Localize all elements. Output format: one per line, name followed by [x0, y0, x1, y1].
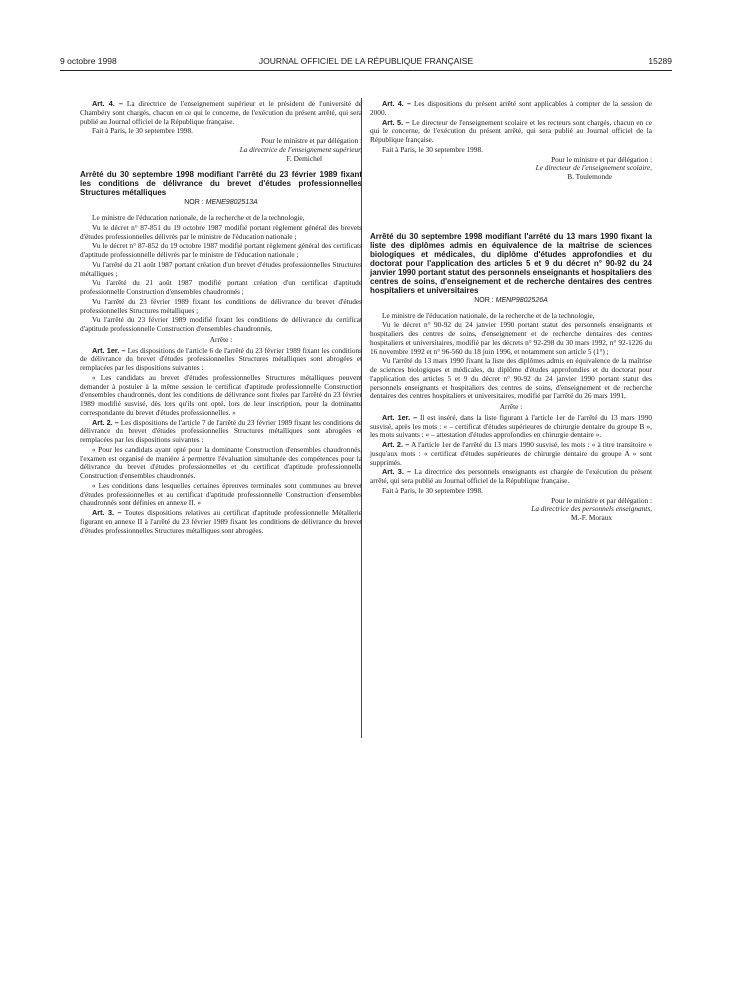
nor-code: MENP9802526A: [495, 296, 548, 304]
left-column: [80, 100, 362, 536]
signature-title-text: La directrice des personnels enseignants,: [531, 504, 652, 514]
article-paragraph: [370, 119, 652, 145]
article-label: Art. 4. –: [92, 99, 123, 108]
preamble-paragraph: Vu l'arrêté du 23 février 1989 fixant les conditions de délivrance du brevet d'études professionnelles Structures métalliques ;: [80, 296, 362, 315]
article-paragraph: [80, 419, 362, 445]
article-paragraph: [80, 347, 362, 373]
article-text: Les dispositions du présent arrêté sont applicables à compter de la session de 2000.: [370, 99, 652, 117]
signature-title-text: Le directeur de l'enseignement scolaire,: [535, 163, 652, 173]
article-paragraph: [370, 468, 652, 486]
signature-title-text: La directrice de l'enseignement supérieur,: [239, 144, 362, 154]
article-text: Les dispositions de l'article 6 de l'arrêté du 23 février 1989 fixant les conditions de délivrance du brevet d'études professionnelles Structures métalliques sont abrogées et remplacées par les dispositions suivantes :: [80, 345, 363, 372]
preamble-paragraph: Vu le décret n° 87-852 du 19 octobre 1987 modifié portant règlement général des certificats d'aptitude professionnelle délivrés par le ministre de l'éducation nationale ;: [80, 241, 362, 259]
article-text: La directrice de l'enseignement supérieur et le président de l'université de Chambéry sont chargés, chacun en ce qui le concerne, de l'exécution du présent arrêté, qui sera publié au Journal officiel de la République française.: [80, 99, 363, 126]
quoted-paragraph: « Les candidats au brevet d'études professionnelles Structures métalliques peuvent demander à postuler à la même session le certificat d'aptitude professionnelle Construction d'ensembles chaudronnés, dont les conditions de délivrance sont fixées par l'arrêté du 23 février 1989 modifié susvisé, dès lors qu'ils ont opté, lors de leur inscription, pour la dominante correspondante du brevet d'études professionnelles. »: [80, 372, 362, 417]
article-text: Il est inséré, dans la liste figurant à l'article 1er de l'arrêté du 13 mars 1990 susvisé, après les mots : « – certificat d'études supérieures de chirurgie dentaire du groupe B », les mots suivants : « – attestation d'études approfondies en chirurgie dentaire ».: [370, 412, 653, 440]
spacer: [80, 163, 362, 168]
signature-name: F. Demichel: [286, 153, 322, 163]
article-label: Art. 5. –: [382, 117, 410, 127]
article-paragraph: [80, 509, 362, 535]
nor-reference: [370, 297, 652, 306]
article-label: Art. 1er. –: [92, 345, 126, 355]
preamble-paragraph: Vu l'arrêté du 21 août 1987 portant création d'un brevet d'études professionnelles Structures métalliques ;: [80, 259, 362, 278]
preamble-paragraph: Vu le décret n° 87-851 du 19 octobre 1987 modifié portant règlement général des brevets d'études professionnelles délivrés par le ministre de l'éducation nationale ;: [80, 222, 362, 241]
preamble-paragraph: Vu l'arrêté du 13 mars 1990 fixant la liste des diplômes admis en équivalence de la maîtrise de sciences biologiques et médicales, du diplôme d'études approfondies et du doctorat pour l'application des articles 5 et 9 du décret n° 90-92 du 24 janvier 1990 portant statut des personnels enseignants et hospitaliers des centres de soins, d'enseignement et de recherche dentaires des centres hospitaliers et universitaires, modifié par l'arrêté du 26 mars 1991,: [370, 356, 652, 401]
article-paragraph: [370, 100, 652, 118]
arrete-heading: Arrête :: [499, 402, 523, 411]
article-paragraph: [370, 441, 652, 467]
article-text: A l'article 1er de l'arrêté du 13 mars 1990 susvisé, les mots : « à titre transitoire » jusqu'aux mots : « certificat d'études supérieures de chirurgie dentaire du groupe A » sont supprimés.: [370, 440, 653, 467]
article-label: Art. 3. –: [92, 508, 122, 517]
signature-date: Fait à Paris, le 30 septembre 1998.: [382, 485, 483, 495]
signature-date: Fait à Paris, le 30 septembre 1998.: [92, 126, 193, 136]
preamble-paragraph: Le ministre de l'éducation nationale, de la recherche et de la technologie,: [92, 213, 305, 222]
signature-line: Pour le ministre et par délégation :: [551, 495, 652, 505]
signature-date: Fait à Paris, le 30 septembre 1998.: [382, 144, 483, 154]
decree-title: Arrêté du 30 septembre 1998 modifiant l'arrêté du 13 mars 1990 fixant la liste des diplômes admis en équivalence de la maîtrise de sciences biologiques et médicales, du diplôme d'études approfondies et du doctorat pour l'application des articles 5 et 9 du décret n° 90-92 du 24 janvier 1990 portant statut des personnels enseignants et hospitaliers des centres de soins, d'enseignement et de recherche dentaires des centres hospitaliers et universitaires: [370, 231, 652, 295]
article-text: La directrice des personnels enseignants est chargée de l'exécution du présent arrêté, qui sera publié au Journal officiel de la République française.: [370, 467, 652, 485]
signature-name: M.-F. Moraux: [571, 513, 612, 522]
article-text: Toutes dispositions relatives au certificat d'aptitude professionnelle Métallerie figurant en annexe II à l'arrêté du 23 février 1989 fixant les conditions de délivrance du brevet d'études professionnelles Structures métalliques sont abrogées.: [80, 508, 362, 535]
article-paragraph: [370, 414, 652, 440]
quoted-paragraph: « Les conditions dans lesquelles certaines épreuves terminales sont communes au brevet d'études professionnelles et au certificat d'aptitude professionnelle Construction d'ensembles chaudronnés sont définies en annexe II. »: [80, 480, 362, 508]
page-header: [60, 56, 672, 70]
preamble-paragraph: Vu l'arrêté du 23 février 1989 modifié fixant les conditions de délivrance du certificat d'aptitude professionnelle Construction d'ensembles chaudronnés,: [80, 315, 362, 333]
preamble-paragraph: Vu l'arrêté du 21 août 1987 modifié portant création d'un certificat d'aptitude professionnelle Construction d'ensembles chaudronnés ;: [80, 278, 362, 296]
right-column: [370, 100, 652, 523]
header-journal-title: JOURNAL OFFICIEL DE LA RÉPUBLIQUE FRANÇAISE: [258, 56, 474, 66]
arrete-heading: Arrête :: [209, 334, 233, 344]
nor-reference: [80, 199, 362, 208]
article-label: Art. 1er. –: [382, 412, 418, 422]
preamble-paragraph: Le ministre de l'éducation nationale, de la recherche et de la technologie,: [382, 310, 595, 320]
header-date: 9 octobre 1998: [60, 56, 117, 66]
signature-name: B. Toulemonde: [567, 172, 612, 181]
nor-code: MENE9802513A: [205, 199, 258, 207]
article-text: Le directeur de l'enseignement scolaire et les recteurs sont chargés, chacun en ce qui le concerne, de l'exécution du présent arrêté, qui sera publié au Journal officiel de la République française.: [370, 117, 653, 144]
article-text: Les dispositions de l'article 7 de l'arrêté du 23 février 1989 fixant les conditions de délivrance du brevet d'études professionnelles Structures métalliques sont abrogées et remplacées par les dispositions suivantes :: [80, 417, 363, 444]
header-rule: [60, 70, 672, 71]
article-label: Art. 4. –: [382, 99, 412, 108]
preamble-paragraph: Vu le décret n° 90-92 du 24 janvier 1990 portant statut des personnels enseignants et hospitaliers des centres de soins, d'enseignement et de recherche dentaires des centres hospitaliers et universitaires, modifié par les décrets n° 92-298 du 30 mars 1992, n° 92-1226 du 16 novembre 1992 et n° 96-560 du 18 juin 1996, et notamment son article 5 (1°) ;: [370, 320, 652, 356]
nor-label: NOR :: [474, 296, 494, 304]
spacer: [370, 182, 652, 230]
nor-label: NOR :: [184, 199, 204, 207]
article-label: Art. 2. –: [382, 440, 410, 449]
decree-title: Arrêté du 30 septembre 1998 modifiant l'arrêté du 23 février 1989 fixant les conditions de délivrance du brevet d'études professionnelles Structures métalliques: [80, 170, 362, 198]
article-paragraph: [80, 100, 362, 126]
quoted-paragraph: « Pour les candidats ayant opté pour la dominante Construction d'ensembles chaudronnés, l'examen est organisé de manière à permettre l'évaluation simultanée des compétences pour la délivrance du brevet d'études professionnelles et du certificat d'aptitude professionnelle Construction d'ensembles chaudronnés.: [80, 444, 362, 480]
header-page-number: 15289: [648, 56, 672, 66]
signature-line: Pour le ministre et par délégation :: [551, 154, 652, 164]
article-label: Art. 2. –: [92, 417, 119, 427]
article-label: Art. 3. –: [382, 467, 412, 477]
signature-line: Pour le ministre et par délégation :: [261, 136, 362, 145]
